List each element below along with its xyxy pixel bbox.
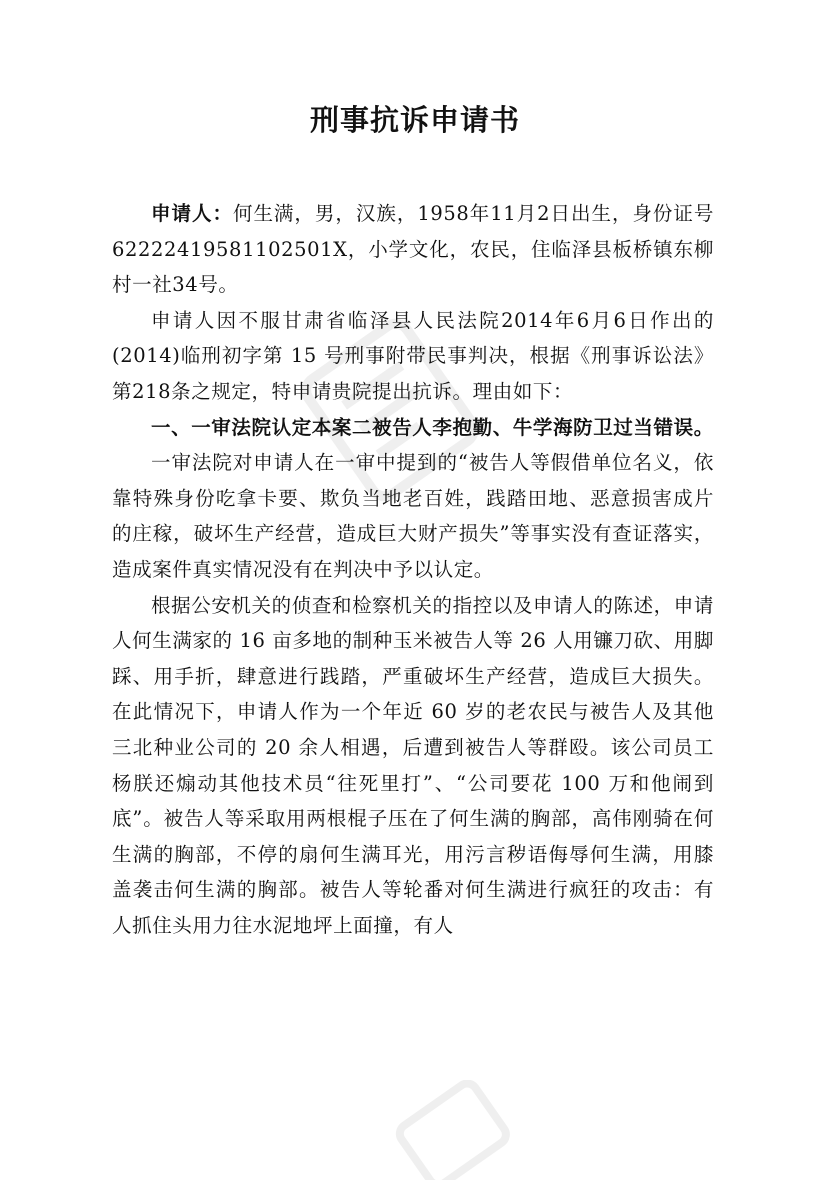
section-heading-1-text: 一、一审法院认定本案二被告人李抱勤、牛学海防卫过当错误。 <box>151 415 714 439</box>
watermark-logo-bottom <box>380 1080 520 1180</box>
request-text: 申请人因不服甘肃省临泽县人民法院2014年6月6日作出的(2014)临刑初字第 15 号刑事附带民事判决，根据《刑事诉讼法》第218条之规定，特申请贵院提出抗诉。理由如下： <box>112 308 714 403</box>
facts-1-text: 一审法院对申请人在一审中提到的“被告人等假借单位名义，依靠特殊身份吃拿卡要、欺负当地老百姓，践踏田地、恶意损害成片的庄稼，破坏生产经营，造成巨大财产损失”等事实没有查证落实，造成案件真实情况没有在判决中予以认定。 <box>112 451 714 581</box>
document-body <box>112 196 714 943</box>
facts-2-text: 根据公安机关的侦查和检察机关的指控以及申请人的陈述，申请人何生满家的 16 亩多地的制种玉米被告人等 26 人用镰刀砍、用脚踩、用手折，肆意进行践踏，严重破坏生产经营，造成巨大损失。在此情况下，申请人作为一个年近 60 岁的老农民与被告人及其他三北种业公司的 20 余人相遇，后遭到被告人等群殴。该公司员工杨朕还煽动其他技术员“往死里打”、“公司要花 100 万和他闹到底”。被告人等采取用两根棍子压在了何生满的胸部，高伟刚骑在何生满的胸部，不停的扇何生满耳光，用污言秽语侮辱何生满，用膝盖袭击何生满的胸部。被告人等轮番对何生满进行疯狂的攻击：有人抓住头用力往水泥地坪上面撞，有人 <box>112 593 714 937</box>
paragraph-request <box>112 303 714 410</box>
paragraph-facts-2 <box>112 588 714 944</box>
applicant-label: 申请人： <box>151 202 233 225</box>
section-heading-1 <box>112 410 714 446</box>
paragraph-facts-1 <box>112 445 714 587</box>
applicant-details: 何生满，男，汉族，1958年11月2日出生，身份证号 62222419581102501X，小学文化，农民，住临泽县板桥镇东柳村一社34号。 <box>112 202 714 297</box>
paragraph-applicant <box>112 196 714 303</box>
document-title: 刑事抗诉申请书 <box>309 103 520 137</box>
